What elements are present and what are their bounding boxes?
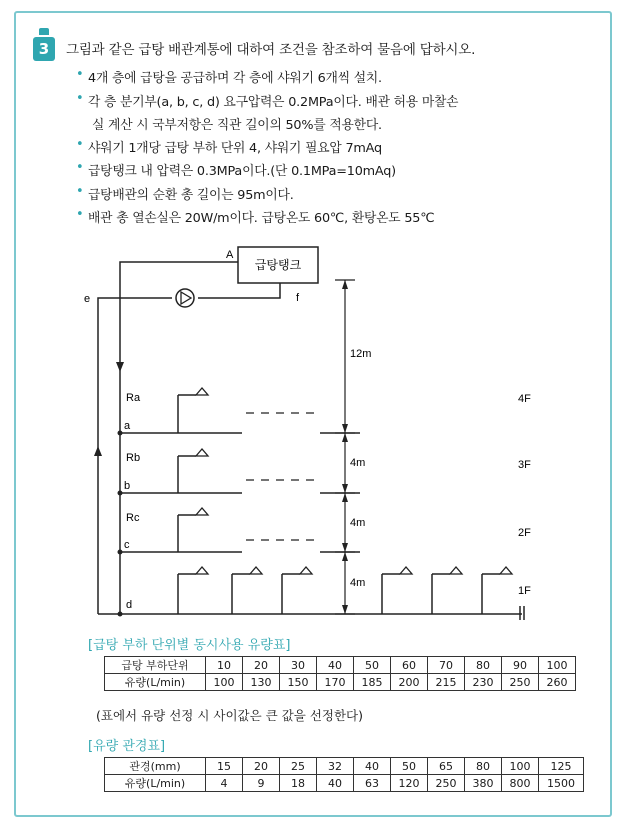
table-cell: 10	[206, 657, 243, 674]
label-c: c	[124, 539, 130, 551]
table-cell: 20	[243, 758, 280, 775]
table-cell: 120	[391, 775, 428, 792]
bullet-dot: •	[76, 91, 84, 106]
table-cell: 130	[243, 674, 280, 691]
table-cell: 800	[502, 775, 539, 792]
table2-title: [유량 관경표]	[88, 739, 166, 754]
floor-2F: 2F	[518, 527, 531, 539]
table-cell: 170	[317, 674, 354, 691]
label-e: e	[84, 293, 91, 305]
label-Rc: Rc	[126, 512, 140, 524]
table-cell: 18	[280, 775, 317, 792]
table-cell: 260	[539, 674, 576, 691]
label-b: b	[124, 480, 131, 492]
table-cell: 15	[206, 758, 243, 775]
table-header-cell: 관경(mm)	[105, 758, 206, 775]
table-cell: 215	[428, 674, 465, 691]
label-d: d	[126, 599, 133, 611]
table-note: (표에서 유량 선정 시 사이값은 큰 값을 선정한다)	[96, 708, 363, 723]
bullet-dot: •	[76, 67, 84, 82]
dim-4m-2f: 4m	[350, 517, 366, 529]
floor-3F: 3F	[518, 459, 531, 471]
table-cell: 250	[428, 775, 465, 792]
table-header-cell: 유량(L/min)	[105, 775, 206, 792]
table-cell: 40	[317, 657, 354, 674]
table-row	[105, 758, 584, 775]
table-cell: 230	[465, 674, 502, 691]
label-Ra: Ra	[126, 392, 141, 404]
floor-1F: 1F	[518, 585, 531, 597]
table-cell: 32	[317, 758, 354, 775]
table-cell: 250	[502, 674, 539, 691]
table-cell: 1500	[539, 775, 584, 792]
dim-4m-3f: 4m	[350, 457, 366, 469]
table-cell: 4	[206, 775, 243, 792]
flow-rate-table	[104, 656, 576, 691]
tank-label: 급탕탱크	[254, 258, 302, 272]
table-cell: 40	[354, 758, 391, 775]
table-cell: 150	[280, 674, 317, 691]
condition-4: 급탕탱크 내 압력은 0.3MPa이다.(단 0.1MPa=10mAq)	[88, 164, 396, 179]
table-cell: 80	[465, 657, 502, 674]
table-cell: 80	[465, 758, 502, 775]
bullet-dot: •	[76, 207, 84, 222]
dim-12m: 12m	[350, 348, 372, 360]
label-f: f	[296, 292, 300, 304]
bullet-dot: •	[76, 137, 84, 152]
question-text: 그림과 같은 급탕 배관계통에 대하여 조건을 참조하여 물음에 답하시오.	[66, 42, 476, 58]
table-cell: 20	[243, 657, 280, 674]
table-cell: 380	[465, 775, 502, 792]
table-cell: 200	[391, 674, 428, 691]
table-header-cell: 급탕 부하단위	[105, 657, 206, 674]
bullet-dot: •	[76, 184, 84, 199]
table-row	[105, 657, 576, 674]
table-row	[105, 674, 576, 691]
condition-6: 배관 총 열손실은 20W/m이다. 급탕온도 60℃, 환탕온도 55℃	[88, 211, 435, 226]
table-cell: 100	[502, 758, 539, 775]
dim-4m-1f: 4m	[350, 577, 366, 589]
table-cell: 90	[502, 657, 539, 674]
table-cell: 70	[428, 657, 465, 674]
table-cell: 40	[317, 775, 354, 792]
label-a: a	[124, 420, 131, 432]
label-Rb: Rb	[126, 452, 141, 464]
table-cell: 50	[391, 758, 428, 775]
label-A: A	[226, 249, 234, 261]
table-cell: 125	[539, 758, 584, 775]
table-cell: 100	[206, 674, 243, 691]
table-cell: 25	[280, 758, 317, 775]
floor-4F: 4F	[518, 393, 531, 405]
problem-number-badge: 3	[33, 37, 55, 61]
table-row	[105, 775, 584, 792]
table-header-cell: 유량(L/min)	[105, 674, 206, 691]
table-cell: 100	[539, 657, 576, 674]
circulation-pump-icon	[176, 289, 194, 307]
condition-3: 샤워기 1개당 급탕 부하 단위 4, 샤워기 필요압 7mAq	[88, 141, 382, 156]
table-cell: 60	[391, 657, 428, 674]
condition-1: 4개 층에 급탕을 공급하며 각 층에 샤워기 6개씩 설치.	[88, 71, 382, 86]
condition-5: 급탕배관의 순환 총 길이는 95m이다.	[88, 188, 294, 203]
table-cell: 30	[280, 657, 317, 674]
table-cell: 9	[243, 775, 280, 792]
table1-title: [급탕 부하 단위별 동시사용 유량표]	[88, 638, 291, 653]
table-cell: 50	[354, 657, 391, 674]
condition-2-cont: 실 계산 시 국부저항은 직관 길이의 50%를 적용한다.	[92, 118, 382, 133]
condition-2: 각 층 분기부(a, b, c, d) 요구압력은 0.2MPa이다. 배관 허용 마찰손	[88, 95, 459, 110]
bullet-dot: •	[76, 160, 84, 175]
table-cell: 63	[354, 775, 391, 792]
table-cell: 65	[428, 758, 465, 775]
table-cell: 185	[354, 674, 391, 691]
pipe-size-table	[104, 757, 584, 792]
